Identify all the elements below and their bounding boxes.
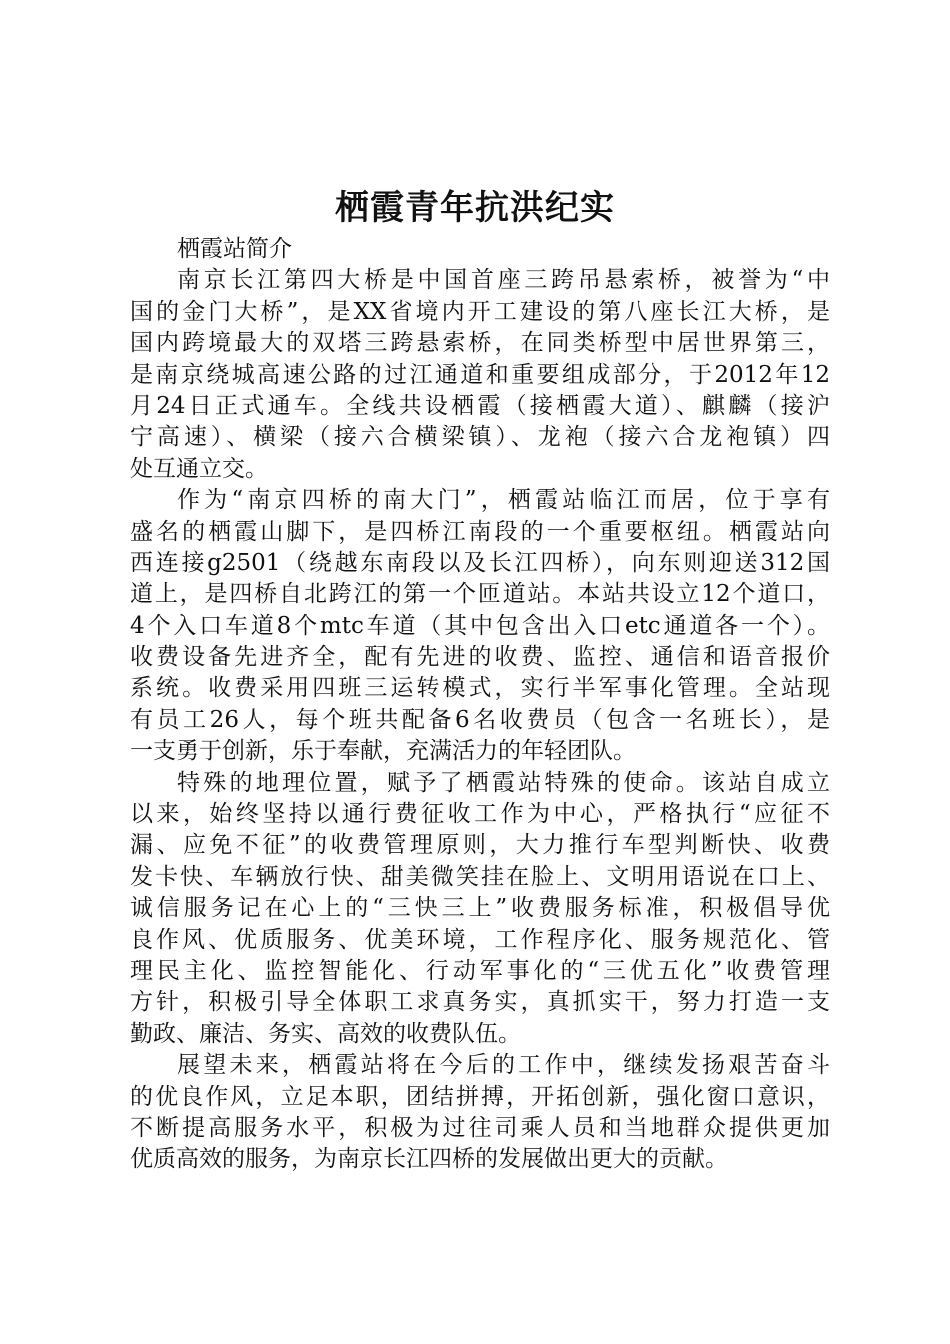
text-line: 是南京绕城高速公路的过江通道和重要组成部分，于2012年12 bbox=[130, 361, 830, 388]
text-line: 诚信服务记在心上的“三快三上”收费服务标准，积极倡导优 bbox=[130, 895, 830, 922]
text-line: 良作风、优质服务、优美环境，工作程序化、服务规范化、管 bbox=[130, 926, 830, 953]
text-line: 收费设备先进齐全，配有先进的收费、监控、通信和语音报价 bbox=[130, 644, 830, 671]
text-line: 作为“南京四桥的南大门”，栖霞站临江而居，位于享有 bbox=[177, 487, 830, 514]
document-title: 栖霞青年抗洪纪实 bbox=[335, 188, 615, 228]
text-line: 月24日正式通车。全线共设栖霞（接栖霞大道）、麒麟（接沪 bbox=[130, 392, 830, 419]
text-line: 栖霞站简介 bbox=[177, 236, 292, 262]
text-line: 勤政、廉洁、务实、高效的收费队伍。 bbox=[130, 1020, 521, 1047]
text-line: 西连接g2501（绕越东南段以及长江四桥），向东则迎送312国 bbox=[130, 549, 830, 576]
text-line: 不断提高服务水平，积极为过往司乘人员和当地群众提供更加 bbox=[130, 1114, 830, 1141]
text-line: 发卡快、车辆放行快、甜美微笑挂在脸上、文明用语说在口上、 bbox=[130, 863, 830, 890]
text-line: 以来，始终坚持以通行费征收工作为中心，严格执行“应征不 bbox=[130, 801, 830, 828]
text-line: 道上，是四桥自北跨江的第一个匝道站。本站共设立12个道口， bbox=[130, 581, 830, 608]
text-line: 处互通立交。 bbox=[130, 455, 268, 482]
text-line: 一支勇于创新，乐于奉献，充满活力的年轻团队。 bbox=[130, 738, 636, 765]
text-line: 国的金门大桥”，是XX省境内开工建设的第八座长江大桥，是 bbox=[130, 298, 830, 325]
text-line: 宁高速）、横梁（接六合横梁镇）、龙袍（接六合龙袍镇）四 bbox=[130, 424, 830, 451]
text-line: 优质高效的服务，为南京长江四桥的发展做出更大的贡献。 bbox=[130, 1146, 728, 1173]
text-line: 理民主化、监控智能化、行动军事化的“三优五化”收费管理 bbox=[130, 957, 830, 984]
text-line: 有员工26人，每个班共配备6名收费员（包含一名班长），是 bbox=[130, 706, 830, 733]
text-line: 展望未来，栖霞站将在今后的工作中，继续发扬艰苦奋斗 bbox=[177, 1052, 830, 1079]
text-line: 方针，积极引导全体职工求真务实，真抓实干，努力打造一支 bbox=[130, 989, 830, 1016]
text-line: 国内跨境最大的双塔三跨悬索桥，在同类桥型中居世界第三， bbox=[130, 330, 830, 357]
text-line: 的优良作风，立足本职，团结拼搏，开拓创新，强化窗口意识， bbox=[130, 1083, 830, 1110]
text-line: 盛名的栖霞山脚下，是四桥江南段的一个重要枢纽。栖霞站向 bbox=[130, 518, 830, 545]
text-line: 系统。收费采用四班三运转模式，实行半军事化管理。全站现 bbox=[130, 675, 830, 702]
text-line: 4个入口车道8个mtc车道（其中包含出入口etc通道各一个）。 bbox=[130, 612, 830, 639]
text-line: 特殊的地理位置，赋予了栖霞站特殊的使命。该站自成立 bbox=[177, 769, 830, 796]
text-line: 漏、应免不征”的收费管理原则，大力推行车型判断快、收费 bbox=[130, 832, 830, 859]
text-line: 南京长江第四大桥是中国首座三跨吊悬索桥，被誉为“中 bbox=[177, 267, 830, 294]
document-body bbox=[130, 234, 830, 1176]
